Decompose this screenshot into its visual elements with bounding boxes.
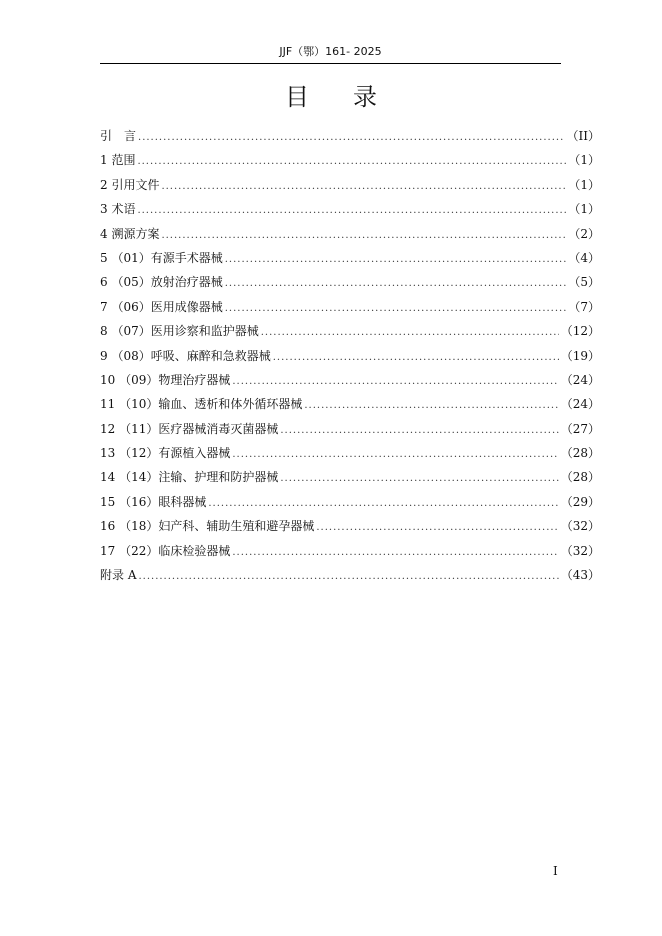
toc-entry-label: 9 （08）呼吸、麻醉和急救器械 — [100, 348, 271, 363]
toc-entry[interactable] — [100, 295, 600, 319]
toc-leader-dots — [137, 150, 566, 174]
toc-entry-label: 11 （10）输血、透析和体外循环器械 — [100, 397, 303, 412]
toc-entry-page: （5） — [568, 275, 600, 290]
toc-entry-label: 6 （05）放射治疗器械 — [100, 275, 223, 290]
toc-leader-dots — [232, 370, 558, 394]
toc-entry-label: 8 （07）医用诊察和监护器械 — [100, 324, 259, 339]
toc-entry[interactable] — [100, 539, 600, 563]
toc-entry-label: 7 （06）医用成像器械 — [100, 299, 223, 314]
toc-entry-label: 3 术语 — [100, 202, 136, 217]
toc-entry-page: （1） — [568, 153, 600, 168]
toc-entry-label: 引 言 — [100, 129, 137, 143]
toc-entry-page: （29） — [560, 494, 600, 509]
toc-entry-label: 附录 A — [100, 568, 137, 583]
toc-leader-dots — [225, 248, 567, 272]
toc-leader-dots — [280, 467, 558, 491]
toc-entry-page: （32） — [560, 519, 600, 534]
toc-entry[interactable] — [100, 319, 600, 343]
toc-leader-dots — [225, 297, 567, 321]
toc-entry[interactable] — [100, 490, 600, 514]
toc-entry[interactable] — [100, 246, 600, 270]
toc-entry[interactable] — [100, 465, 600, 489]
toc-leader-dots — [316, 516, 558, 540]
toc-entry-page: （1） — [568, 202, 600, 217]
toc-entry-page: （4） — [568, 250, 600, 265]
table-of-contents — [100, 124, 600, 587]
toc-entry[interactable] — [100, 368, 600, 392]
toc-leader-dots — [138, 565, 558, 589]
toc-entry-page: （27） — [560, 421, 600, 436]
toc-entry[interactable] — [100, 173, 600, 197]
toc-leader-dots — [304, 394, 558, 418]
toc-leader-dots — [208, 492, 558, 516]
toc-entry[interactable] — [100, 441, 600, 465]
toc-entry-label: 4 溯源方案 — [100, 226, 160, 241]
toc-entry-label: 12 （11）医疗器械消毒灭菌器械 — [100, 421, 279, 436]
toc-leader-dots — [225, 272, 567, 296]
toc-entry[interactable] — [100, 148, 600, 172]
toc-entry[interactable] — [100, 222, 600, 246]
toc-entry[interactable] — [100, 392, 600, 416]
toc-leader-dots — [232, 443, 558, 467]
toc-entry-page: （24） — [560, 397, 600, 412]
toc-entry[interactable] — [100, 197, 600, 221]
toc-entry-label: 13 （12）有源植入器械 — [100, 446, 231, 461]
toc-entry-page: （28） — [560, 470, 600, 485]
toc-entry[interactable] — [100, 514, 600, 538]
running-header: JJF（鄂）161- 2025 — [100, 44, 561, 64]
toc-entry-label: 14 （14）注输、护理和防护器械 — [100, 470, 279, 485]
toc-leader-dots — [273, 346, 559, 370]
toc-entry-page: （19） — [560, 348, 600, 363]
toc-entry[interactable] — [100, 417, 600, 441]
toc-entry-page: （12） — [560, 324, 600, 339]
toc-entry-page: （2） — [568, 226, 600, 241]
toc-entry-label: 15 （16）眼科器械 — [100, 494, 207, 509]
toc-entry-page: （32） — [560, 543, 600, 558]
toc-entry-label: 2 引用文件 — [100, 177, 160, 192]
toc-entry[interactable] — [100, 270, 600, 294]
toc-leader-dots — [137, 199, 566, 223]
toc-entry-label: 16 （18）妇产科、辅助生殖和避孕器械 — [100, 519, 315, 534]
toc-leader-dots — [261, 321, 559, 345]
page-title: 目录 — [285, 83, 421, 111]
toc-leader-dots — [280, 419, 558, 443]
toc-entry-label: 17 （22）临床检验器械 — [100, 543, 231, 558]
toc-entry-label: 10 （09）物理治疗器械 — [100, 372, 231, 387]
toc-entry-page: （7） — [568, 299, 600, 314]
toc-leader-dots — [138, 126, 565, 150]
toc-entry-page: （24） — [560, 372, 600, 387]
toc-entry-page: （II） — [566, 129, 600, 143]
page-number: I — [553, 864, 558, 878]
toc-entry[interactable] — [100, 124, 600, 148]
toc-entry-page: （28） — [560, 446, 600, 461]
toc-entry-label: 5 （01）有源手术器械 — [100, 250, 223, 265]
toc-leader-dots — [161, 175, 566, 199]
toc-leader-dots — [232, 541, 558, 565]
toc-leader-dots — [161, 224, 566, 248]
toc-entry[interactable] — [100, 563, 600, 587]
toc-entry[interactable] — [100, 344, 600, 368]
toc-entry-page: （43） — [560, 568, 600, 583]
toc-entry-label: 1 范围 — [100, 153, 136, 168]
toc-entry-page: （1） — [568, 177, 600, 192]
